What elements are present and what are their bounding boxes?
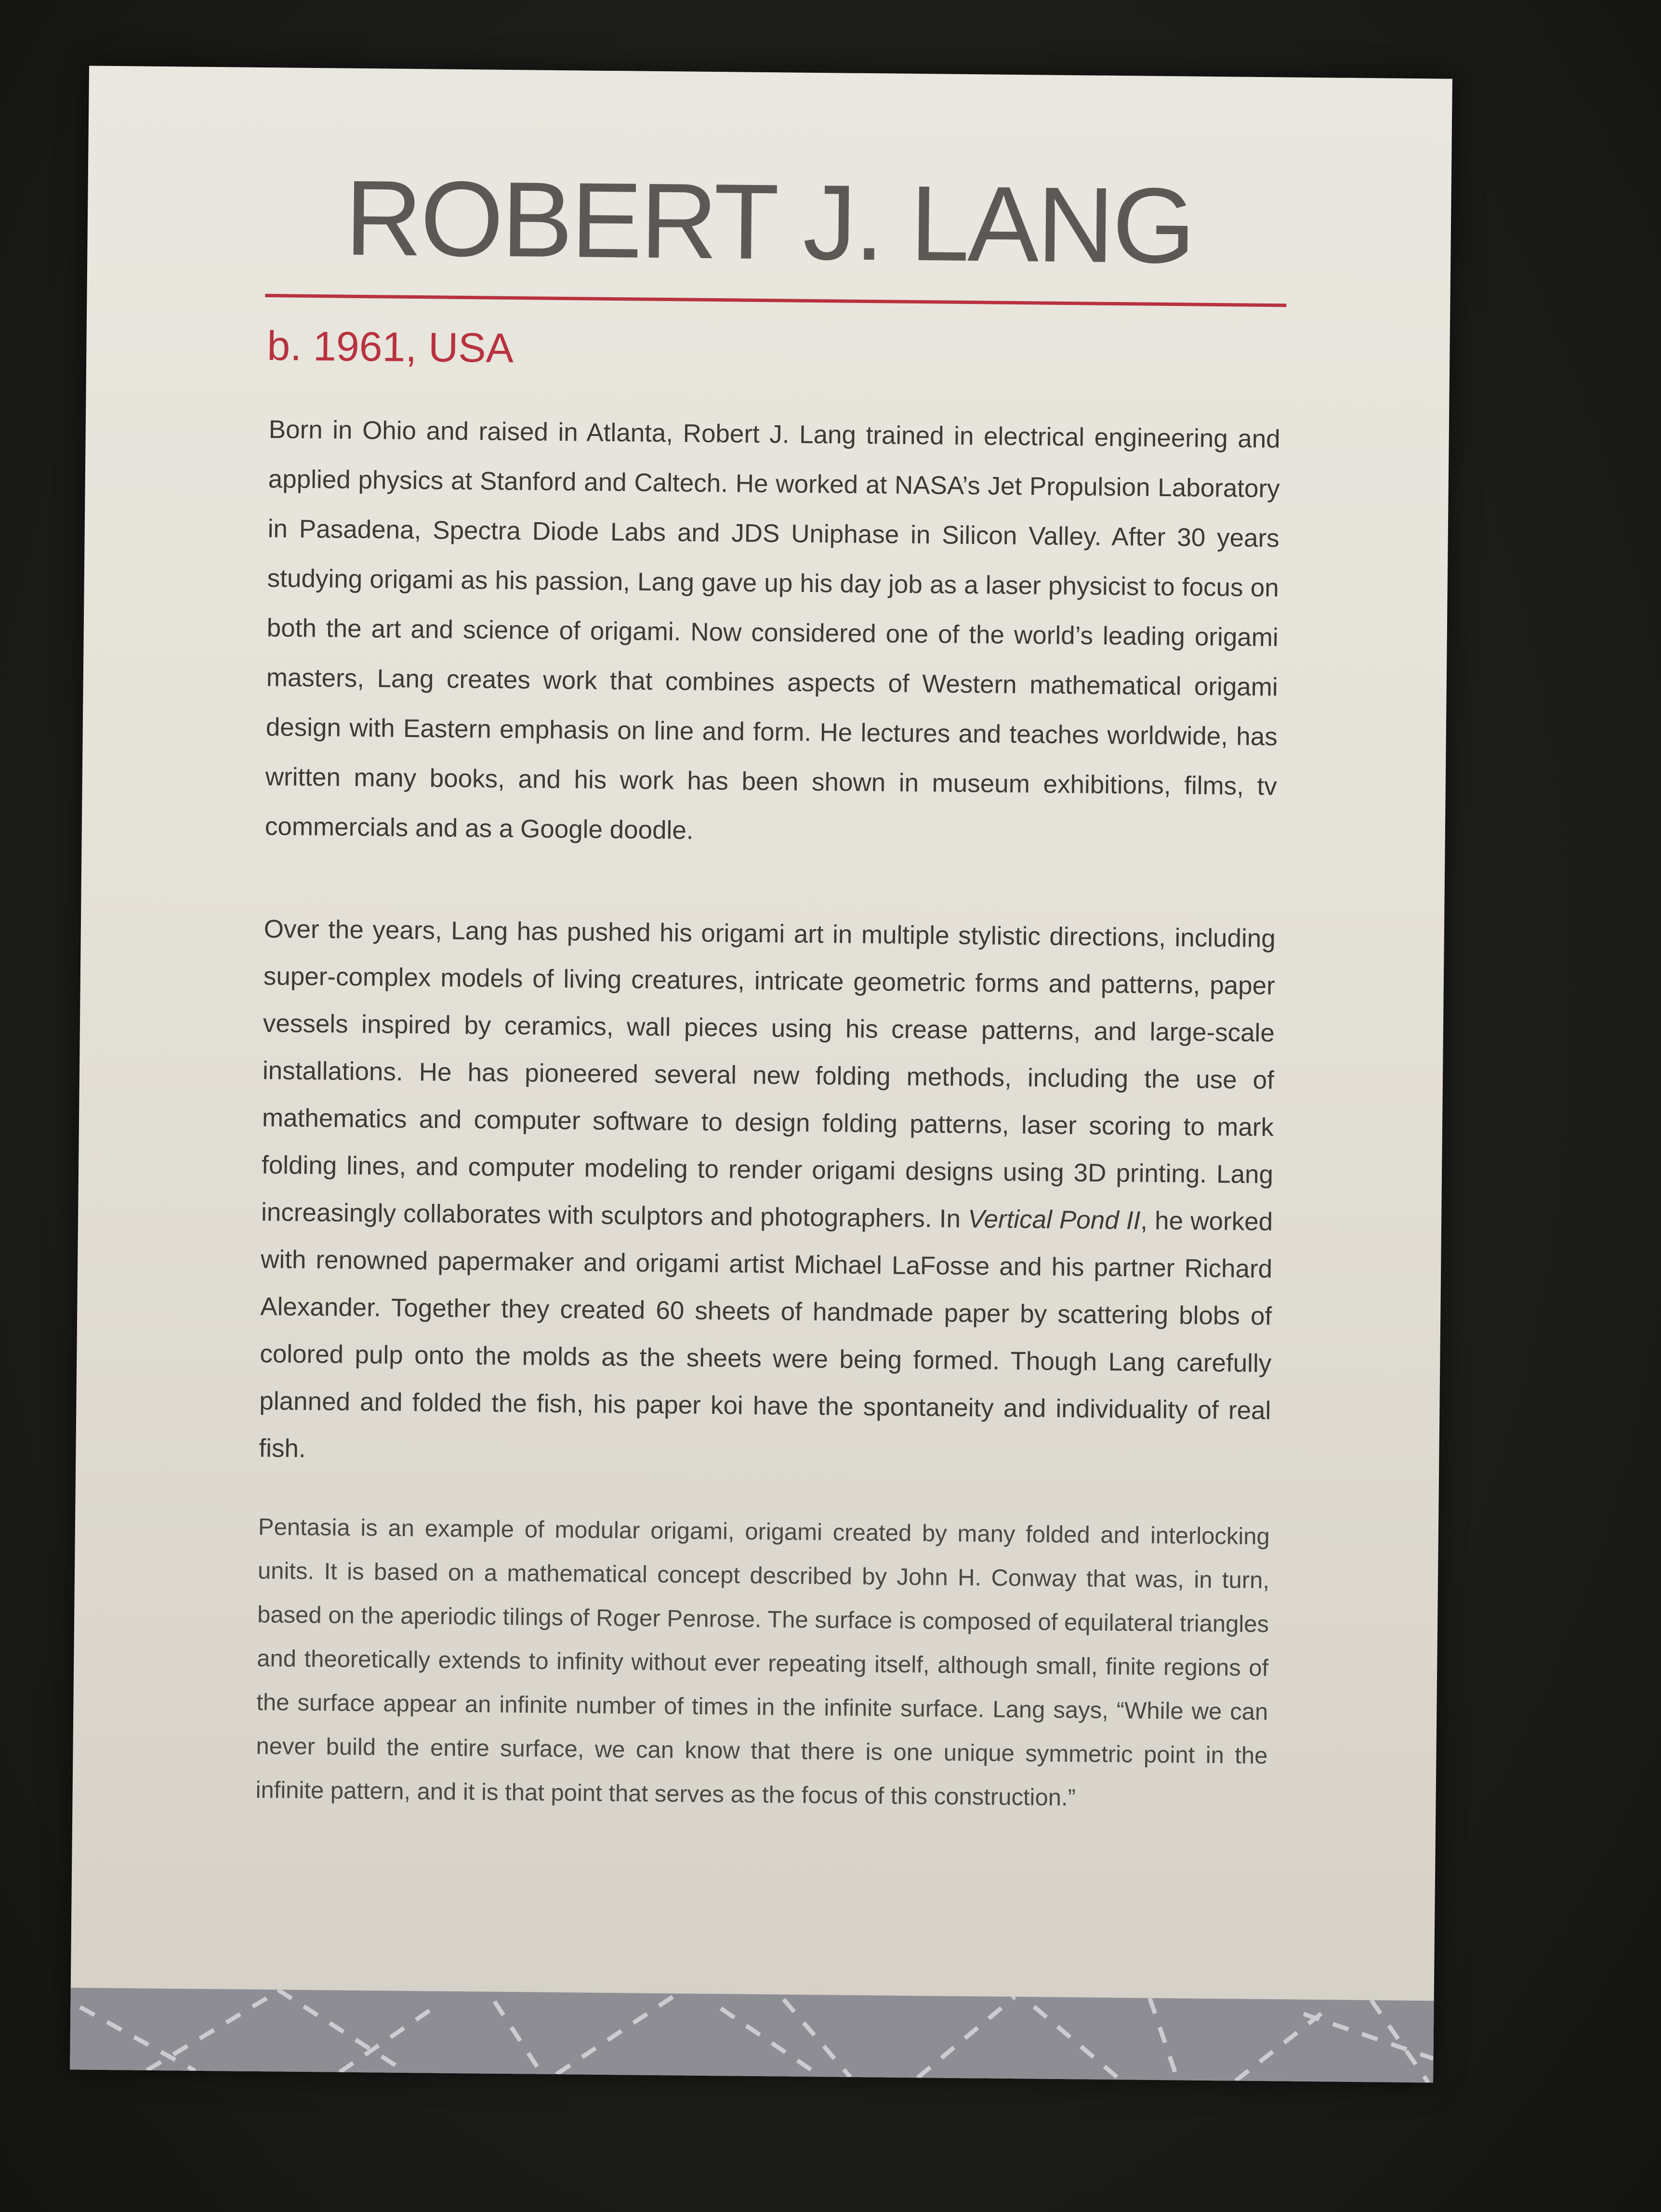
artwork-title-vertical-pond: Vertical Pond II — [967, 1205, 1141, 1235]
crease-pattern-footer — [70, 1988, 1434, 2082]
artistic-practice-text-end: , he worked with renowned papermaker and origami artist Michael LaFosse and his partner Richard Alexander. Together they created 60 sheets of handmade paper by scattering blobs of colored pulp onto the molds as the sheets were being formed. Though Lang carefully planned and folded the fish, his paper koi have the spontaneity and individuality of real fish. — [259, 1206, 1273, 1463]
pentasia-paragraph: Pentasia is an example of modular origami, origami created by many folded and interlocking units. It is based on a mathematical concept described by John H. Conway that was, in turn, based on the aperiodic tilings of Roger Penrose. The surface is composed of equilateral triangles and theoretically extends to infinity without ever repeating itself, although small, finite regions of the surface appear an infinite number of times in the infinite surface. Lang says, “While we can never build the entire surface, we can know that there is one unique symmetric point in the infinite pattern, and it is that point that serves as the focus of this construction.” — [255, 1514, 1270, 1811]
artistic-practice-text-start: Over the years, Lang has pushed his origami art in multiple stylistic directions, including super-complex models of living creatures, intricate geometric forms and patterns, paper vessels inspired by ceramics, wall pieces using his crease patterns, and large-scale installations. He has pioneered several new folding methods, including the use of mathematics and computer software to design folding patterns, laser scoring to mark folding lines, and computer modeling to render origami designs using 3D printing. Lang increasingly collaborates with sculptors and photographers. In — [261, 915, 1276, 1234]
artist-birth-info: b. 1961, USA — [267, 323, 514, 371]
crease-pattern-graphic — [70, 1988, 1434, 2082]
biography-paragraph: Born in Ohio and raised in Atlanta, Robert J. Lang trained in electrical engineering and applied physics at Stanford and Caltech. He worked at NASA’s Jet Propulsion Laboratory in Pasadena, Spectra Diode Labs and JDS Uniphase in Silicon Valley. After 30 years studying origami as his passion, Lang gave up his day job as a laser physicist to focus on both the art and science of origami. Now considered one of the world’s leading origami masters, Lang creates work that combines aspects of Western mathematical origami design with Eastern emphasis on line and form. He lectures and teaches worldwide, has written many books, and his work has been shown in museum exhibitions, films, tv commercials and as a Google doodle. — [264, 415, 1280, 845]
museum-placard — [70, 66, 1452, 2083]
artistic-practice-paragraph — [259, 906, 1276, 1482]
artist-name-title: ROBERT J. LANG — [344, 158, 1194, 286]
title-divider — [265, 294, 1286, 307]
